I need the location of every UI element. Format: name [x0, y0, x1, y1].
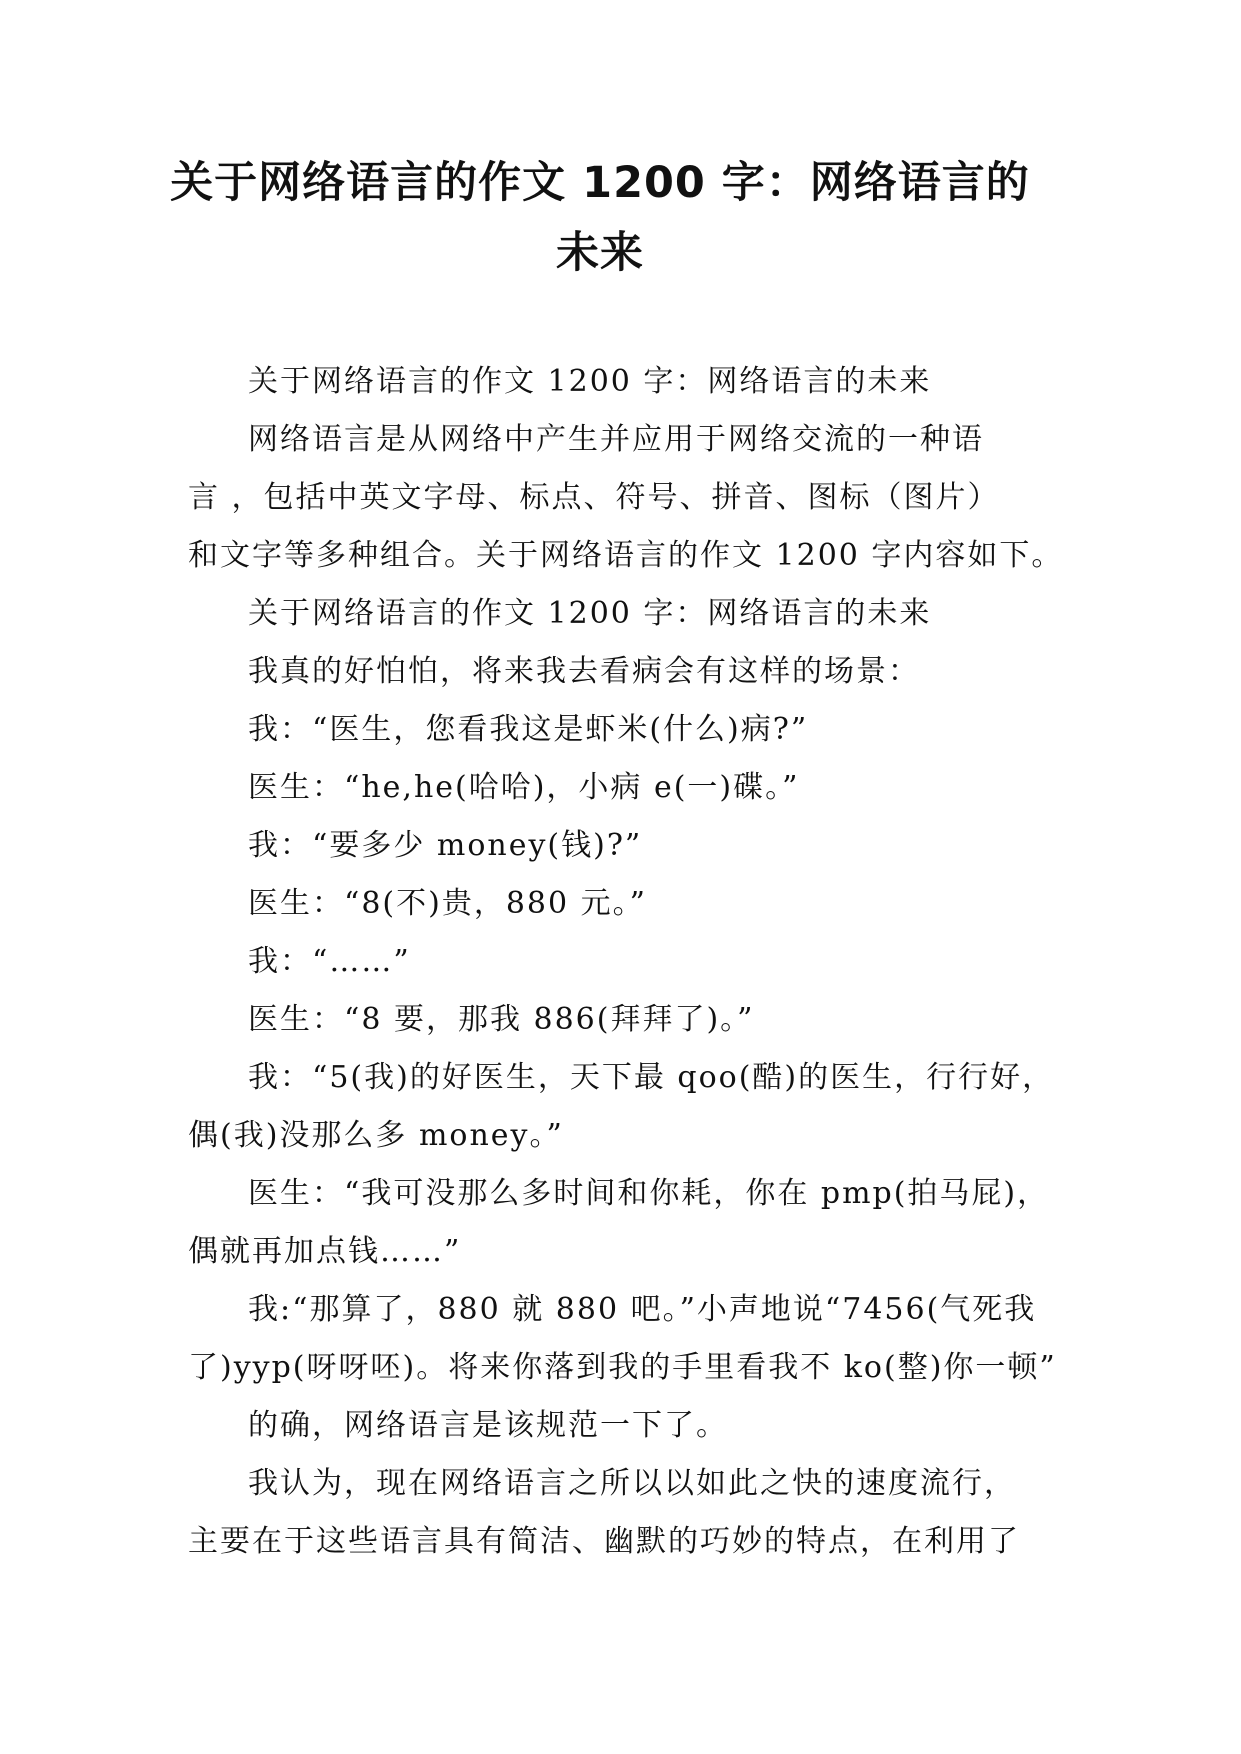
paragraph-line: 言 ，包括中英文字母、标点、符号、拼音、图标（图片） [188, 480, 1000, 515]
paragraph: 关于网络语言的作文 1200 字：网络语言的未来 [248, 596, 932, 631]
dialogue-line: 医生：“he,he(哈哈)，小病 e(一)碟。” [248, 770, 800, 805]
paragraph-line: 医生：“我可没那么多时间和你耗，你在 pmp(拍马屁)， [248, 1176, 1050, 1211]
paragraph-line: 偶(我)没那么多 money。” [188, 1118, 564, 1153]
dialogue-line [188, 1281, 1068, 1397]
paragraph: 关于网络语言的作文 1200 字：网络语言的未来 [248, 364, 932, 399]
paragraph-line: 我认为，现在网络语言之所以以如此之快的速度流行， [248, 1466, 1016, 1501]
paragraph-line: 我：“5(我)的好医生，天下最 qoo(酷)的医生，行行好， [248, 1060, 1055, 1095]
dialogue-line: 医生：“8(不)贵，880 元。” [248, 886, 647, 921]
paragraph-line: 主要在于这些语言具有简洁、幽默的巧妙的特点，在利用了 [188, 1524, 1020, 1559]
dialogue-line: 我：“要多少 money(钱)?” [248, 828, 643, 863]
paragraph-line: 和文字等多种组合。关于网络语言的作文 1200 字内容如下。 [188, 538, 1064, 573]
paragraph-line: 了)yyp(呀呀呸)。将来你落到我的手里看我不 ko(整)你一顿” [188, 1350, 1057, 1385]
paragraph-line: 网络语言是从网络中产生并应用于网络交流的一种语 [248, 422, 984, 457]
paragraph-line: 偶就再加点钱……” [188, 1234, 462, 1269]
title-line-2: 未来 [556, 228, 644, 278]
paragraph [188, 1455, 1068, 1571]
paragraph [188, 411, 1068, 585]
paragraph: 的确，网络语言是该规范一下了。 [248, 1408, 728, 1443]
dialogue-line: 我：“医生，您看我这是虾米(什么)病?” [248, 712, 809, 747]
dialogue-line [188, 1165, 1068, 1281]
paragraph: 我真的好怕怕，将来我去看病会有这样的场景： [248, 654, 920, 689]
document-body [188, 353, 1068, 1571]
document-title [150, 148, 1050, 288]
paragraph-line: 我:“那算了，880 就 880 吧。”小声地说“7456(气死我 [248, 1292, 1037, 1327]
dialogue-line [188, 1049, 1068, 1165]
dialogue-line: 我：“……” [248, 944, 411, 979]
title-line-1: 关于网络语言的作文 1200 字：网络语言的 [170, 158, 1030, 208]
dialogue-line: 医生：“8 要，那我 886(拜拜了)。” [248, 1002, 755, 1037]
